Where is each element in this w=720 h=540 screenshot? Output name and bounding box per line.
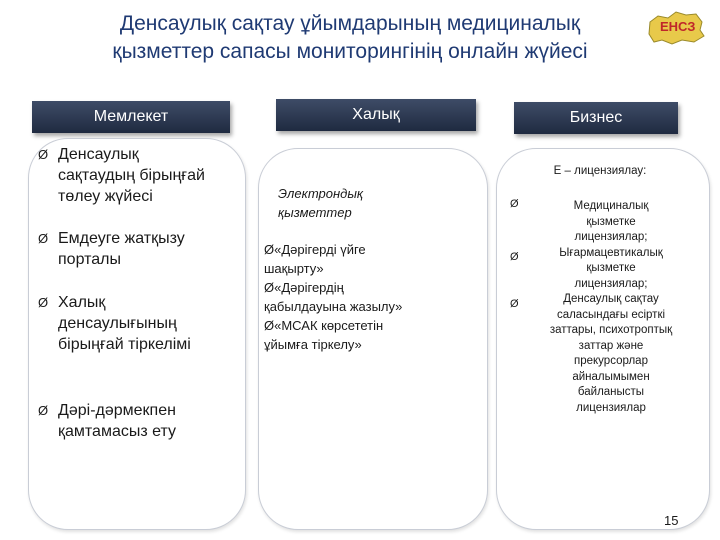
list-item-line: Емдеуге жатқызу — [58, 230, 185, 247]
list-item-line: қабылдауына жазылу» — [264, 299, 403, 314]
list-item — [38, 144, 238, 207]
bullet-arrow-icon: Ø — [510, 198, 519, 210]
bullet-arrow-icon: Ø — [510, 298, 519, 310]
list-item-line: Ø«МСАК көрсететін — [264, 318, 384, 333]
list-item-line: лицензиялар; — [574, 231, 648, 243]
list-item-line: Халық — [58, 294, 106, 311]
list-item — [38, 292, 238, 355]
electronic-services-heading — [278, 184, 478, 222]
list-item-line: порталы — [58, 251, 121, 268]
list-item-line: заттар және — [578, 339, 644, 352]
header-people-label: Халық — [352, 106, 400, 123]
list-item-line: лицензиялар — [576, 401, 646, 414]
header-people — [276, 99, 476, 131]
list-item-line: ұйымға тіркелу» — [264, 337, 362, 352]
e-licensing-heading: Е – лицензиялау: — [553, 165, 647, 177]
list-item-line: Медициналық — [573, 200, 649, 212]
list-item — [38, 400, 238, 442]
heading-line: Электрондық — [278, 186, 364, 201]
header-state — [32, 101, 230, 133]
list-item-line: денсаулығының — [58, 315, 177, 332]
map-logo-icon — [646, 8, 706, 48]
list-item-line: лицензиялар; — [574, 277, 648, 290]
list-item-line: прекурсорлар — [574, 355, 648, 367]
list-item-line: қызметке — [586, 215, 636, 228]
slide-title-line-1: Денсаулық сақтау ұйымдарының медициналық — [119, 12, 581, 35]
list-item-line: саласындағы есірткі — [556, 308, 666, 321]
list-item-line: Денсаулық — [58, 146, 139, 163]
heading-line: қызметтер — [278, 205, 352, 220]
list-item-line: шақырту» — [264, 261, 324, 276]
list-item-line: байланысты — [577, 386, 645, 398]
bullet-arrow-icon: Ø — [510, 251, 519, 263]
bullet-arrow-icon: Ø — [38, 295, 49, 310]
list-item-line: Денсаулық сақтау — [563, 293, 659, 305]
list-item-line: Ығармацевтикалық — [559, 246, 663, 259]
electronic-services-list — [264, 240, 479, 354]
list-item-line: қызметке — [586, 262, 636, 274]
header-state-label: Мемлекет — [93, 108, 169, 125]
list-item-line: заттары, психотроптық — [549, 324, 673, 336]
list-item-line: Ø«Дәрігерді үйге — [264, 242, 366, 257]
list-item-line: Ø«Дәрігердің — [264, 280, 344, 295]
header-business — [514, 102, 678, 134]
list-item-line: төлеу жүйесі — [58, 188, 153, 205]
list-item-line: айналымымен — [572, 370, 650, 383]
list-item-line: сақтаудың бірыңғай — [58, 167, 205, 184]
list-item-line: қамтамасыз ету — [58, 423, 176, 440]
slide-title-line-2: қызметтер сапасы мониторингінің онлайн жүйесі — [112, 40, 588, 63]
header-business-label: Бизнес — [569, 109, 623, 126]
list-item-line: бірыңғай тіркелімі — [58, 336, 191, 353]
bullet-arrow-icon: Ø — [38, 403, 49, 418]
e-licensing-list — [518, 199, 704, 416]
list-item — [38, 228, 238, 270]
bullet-arrow-icon: Ø — [38, 231, 49, 246]
slide-title — [20, 10, 680, 66]
logo-text: ЕНСЗ — [660, 19, 696, 34]
bullet-arrow-icon: Ø — [38, 147, 49, 162]
list-item-line: Дәрі-дәрмекпен — [58, 402, 176, 419]
page-number: 15 — [664, 513, 679, 528]
